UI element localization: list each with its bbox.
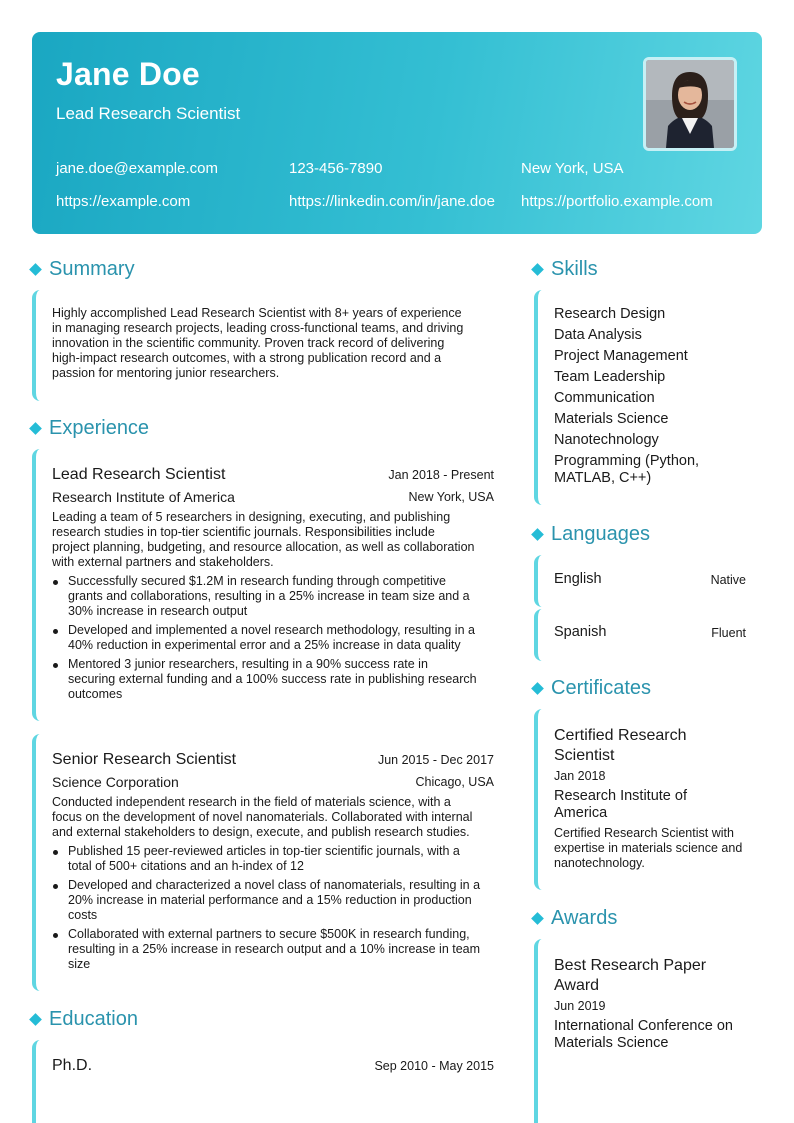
skill-item: Materials Science	[554, 411, 669, 427]
job-company: Science Corporation	[52, 774, 179, 790]
skill-item: Data Analysis	[554, 327, 642, 343]
job-dates: Jun 2015 - Dec 2017	[377, 753, 494, 767]
experience-heading	[30, 417, 149, 440]
skill-item: Research Design	[554, 306, 666, 322]
diamond-icon	[531, 912, 544, 925]
job-location: Chicago, USA	[415, 775, 494, 789]
job-description	[52, 510, 502, 570]
job-title: Senior Research Scientist	[52, 751, 237, 768]
job-description-line: research studies in top-tier scientific journals. Responsibilities include	[52, 525, 435, 539]
diamond-icon	[531, 682, 544, 695]
job-description-line: focus on the development of novel nanomaterials. Collaborated with internal	[52, 810, 473, 824]
job-description	[52, 795, 502, 840]
summary-heading	[30, 258, 135, 281]
awards-heading	[532, 907, 617, 930]
diamond-icon	[29, 263, 42, 276]
candidate-title: Lead Research Scientist	[56, 104, 241, 123]
achievement-item: Mentored 3 junior researchers, resulting in a 90% success rate in securing external funding and a 100% success rate in publishing research outcomes	[68, 657, 498, 702]
skill-item: Project Management	[554, 348, 688, 364]
certificates-heading	[532, 677, 651, 700]
diamond-icon	[531, 263, 544, 276]
award-issuer: International Conference on Materials Science	[554, 1018, 733, 1051]
summary-line: high-impact research outcomes, with a strong publication record and a	[52, 351, 442, 365]
achievement-list	[68, 844, 498, 977]
achievement-item: Developed and characterized a novel class of nanomaterials, resulting in a 20% increase in material performance and a 15% reduction in production costs	[68, 878, 498, 923]
languages-heading-label: Languages	[551, 523, 650, 545]
achievement-list	[68, 574, 498, 707]
portfolio-link[interactable]: https://portfolio.example.com	[521, 193, 713, 210]
language-level: Fluent	[711, 626, 746, 640]
award-date: Jun 2019	[554, 999, 606, 1013]
education-heading-label: Education	[49, 1008, 138, 1030]
summary-line: passion for mentoring junior researchers.	[52, 366, 280, 380]
languages-heading	[532, 523, 650, 546]
job-title: Lead Research Scientist	[52, 466, 226, 483]
diamond-icon	[29, 1013, 42, 1026]
certificate-date: Jan 2018	[554, 769, 606, 783]
language-level: Native	[710, 573, 746, 587]
skill-item: Programming (Python, MATLAB, C++)	[554, 453, 700, 486]
summary-line: in managing research projects, leading cross-functional teams, and driving	[52, 321, 464, 335]
diamond-icon	[531, 528, 544, 541]
awards-heading-label: Awards	[551, 907, 618, 929]
education-card	[32, 1040, 502, 1123]
job-description-line: Conducted independent research in the field of materials science, with a	[52, 795, 451, 809]
skills-heading	[532, 258, 598, 281]
experience-heading-label: Experience	[49, 417, 150, 439]
certificates-heading-label: Certificates	[551, 677, 652, 699]
job-dates: Jan 2018 - Present	[388, 468, 494, 482]
location-text: New York, USA	[521, 160, 624, 177]
linkedin-link[interactable]: https://linkedin.com/in/jane.doe	[289, 193, 495, 210]
skill-item: Team Leadership	[554, 369, 666, 385]
resume-header	[32, 32, 762, 234]
education-degree: Ph.D.	[52, 1057, 93, 1074]
language-name: Spanish	[554, 624, 607, 640]
email-link[interactable]: jane.doe@example.com	[56, 160, 218, 177]
education-heading	[30, 1008, 138, 1031]
certificate-name: Certified Research Scientist	[554, 727, 687, 764]
education-dates: Sep 2010 - May 2015	[374, 1059, 494, 1073]
achievement-item: Successfully secured $1.2M in research funding through competitive grants and collaborations, resulting in a 25% increase in team size and a 30% increase in research output	[68, 574, 498, 619]
summary-heading-label: Summary	[49, 258, 135, 280]
job-company: Research Institute of America	[52, 489, 235, 505]
phone-link[interactable]: 123-456-7890	[289, 160, 383, 177]
website-link[interactable]: https://example.com	[56, 193, 191, 210]
skill-item: Communication	[554, 390, 655, 406]
summary-text	[52, 306, 502, 381]
diamond-icon	[29, 422, 42, 435]
candidate-name: Jane Doe	[56, 56, 200, 92]
summary-line: innovation in the scientific community. Proven track record of delivering	[52, 336, 445, 350]
portrait-image	[646, 60, 734, 148]
achievement-item: Developed and implemented a novel research methodology, resulting in a 40% reduction in experimental error and a 25% increase in data quality	[68, 623, 498, 653]
job-description-line: Leading a team of 5 researchers in designing, executing, and publishing	[52, 510, 451, 524]
award-name: Best Research Paper Award	[554, 957, 707, 994]
job-location: New York, USA	[408, 490, 494, 504]
language-name: English	[554, 571, 602, 587]
certificate-description: Certified Research Scientist with expertise in materials science and nanotechnology.	[554, 826, 743, 870]
certificate-issuer: Research Institute of America	[554, 788, 687, 821]
job-description-line: and external stakeholders to design, execute, and publish research studies.	[52, 825, 470, 839]
achievement-item: Collaborated with external partners to secure $500K in research funding, resulting in a 25% increase in research output and a 10% increase in team size	[68, 927, 498, 972]
summary-line: Highly accomplished Lead Research Scientist with 8+ years of experience	[52, 306, 462, 320]
profile-photo	[643, 57, 737, 151]
skills-heading-label: Skills	[551, 258, 598, 280]
achievement-item: Published 15 peer-reviewed articles in top-tier scientific journals, with a total of 500+ citations and an h-index of 12	[68, 844, 498, 874]
skill-item: Nanotechnology	[554, 432, 659, 448]
job-description-line: project planning, budgeting, and resource allocation, as well as collaboration	[52, 540, 475, 554]
job-description-line: with external partners and stakeholders.	[52, 555, 274, 569]
